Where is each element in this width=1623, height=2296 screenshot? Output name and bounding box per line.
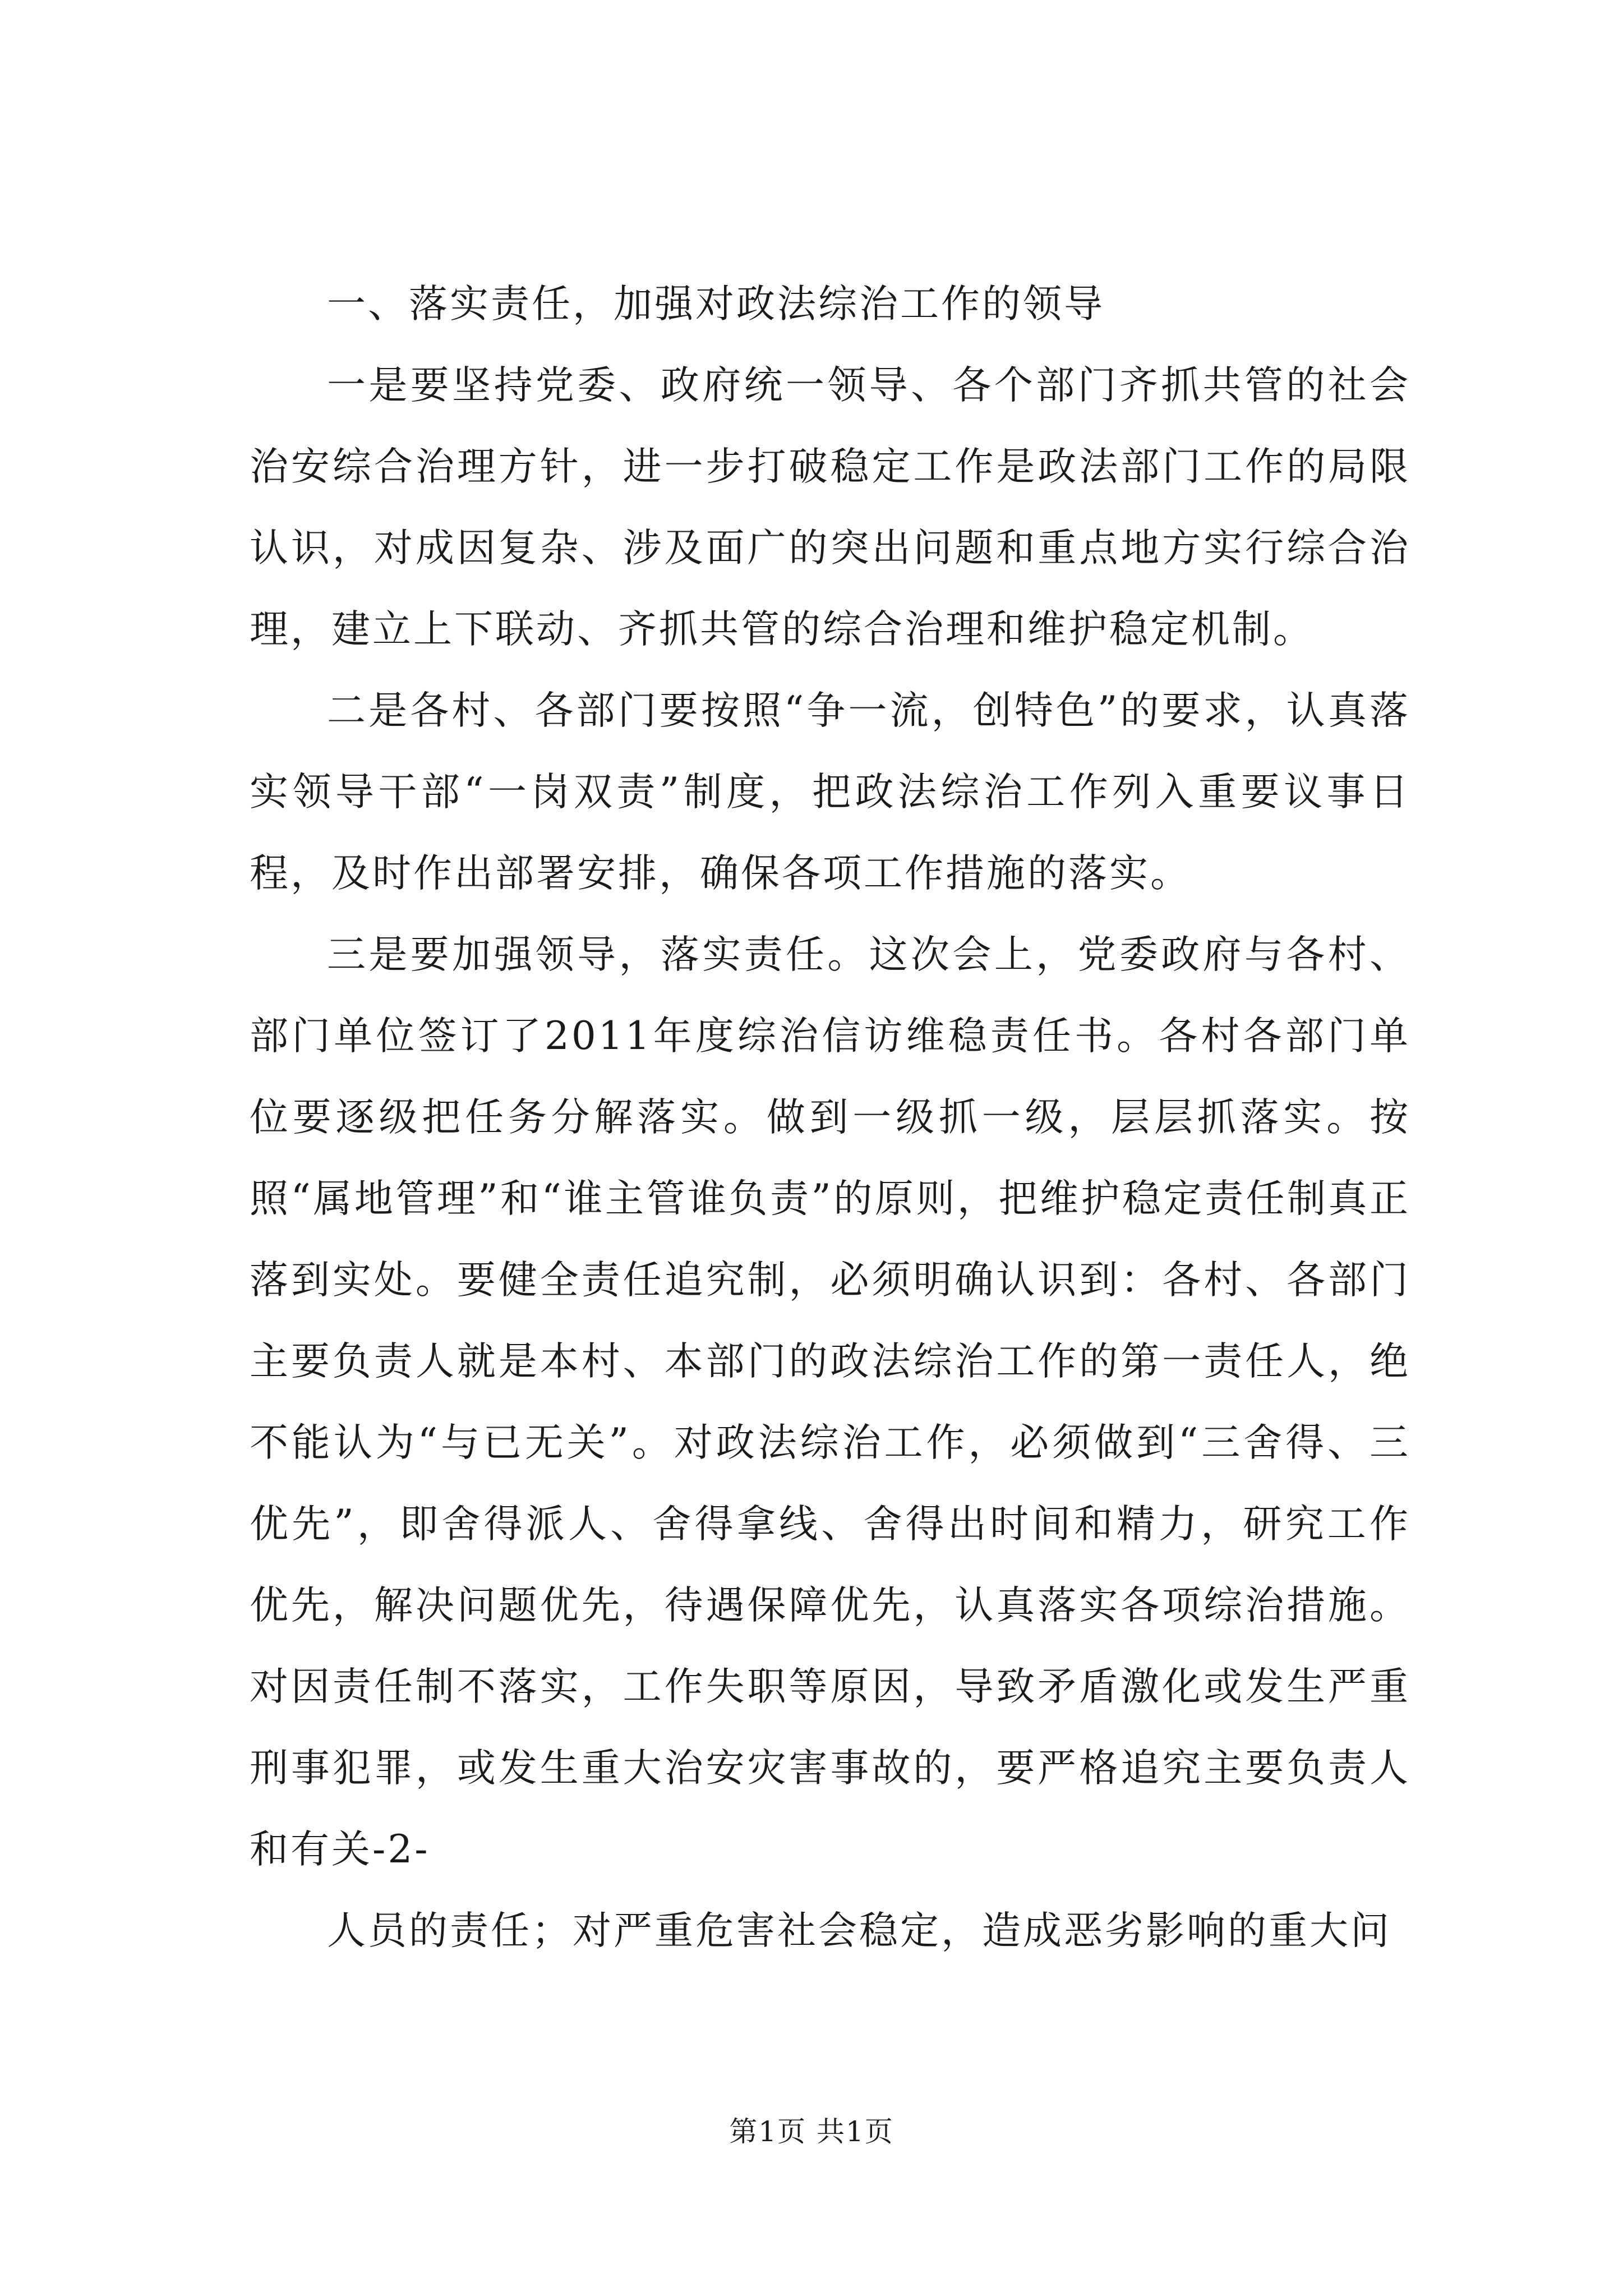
paragraph-4: 人员的责任；对严重危害社会稳定，造成恶劣影响的重大问: [327, 1908, 1391, 1953]
section-heading: 一、落实责任，加强对政法综治工作的领导: [327, 282, 1105, 326]
paragraph-2: 二是各村、各部门要按照“争一流，创特色”的要求，认真落实领导干部“一岗双责”制度，把政法综治工作列入重要议事日程，及时作出部署安排，确保各项工作措施的落实。: [250, 688, 1410, 896]
page-footer: 第1页 共1页: [729, 2115, 894, 2148]
paragraph-1: 一是要坚持党委、政府统一领导、各个部门齐抓共管的社会治安综合治理方针，进一步打破稳定工作是政法部门工作的局限认识，对成因复杂、涉及面广的突出问题和重点地方实行综合治理，建立上下联动、齐抓共管的综合治理和维护稳定机制。: [250, 363, 1410, 652]
document-body: [250, 264, 1410, 1972]
paragraph-3: 三是要加强领导，落实责任。这次会上，党委政府与各村、部门单位签订了2011年度综治信访维稳责任书。各村各部门单位要逐级把任务分解落实。做到一级抓一级，层层抓落实。按照“属地管理”和“谁主管谁负责”的原则，把维护稳定责任制真正落到实处。要健全责任追究制，必须明确认识到：各村、各部门主要负责人就是本村、本部门的政法综治工作的第一责任人，绝不能认为“与已无关”。对政法综治工作，必须做到“三舍得、三优先”，即舍得派人、舍得拿线、舍得出时间和精力，研究工作优先，解决问题优先，待遇保障优先，认真落实各项综治措施。对因责任制不落实，工作失职等原因，导致矛盾激化或发生严重刑事犯罪，或发生重大治安灾害事故的，要严格追究主要负责人和有关-2-: [250, 932, 1410, 1872]
